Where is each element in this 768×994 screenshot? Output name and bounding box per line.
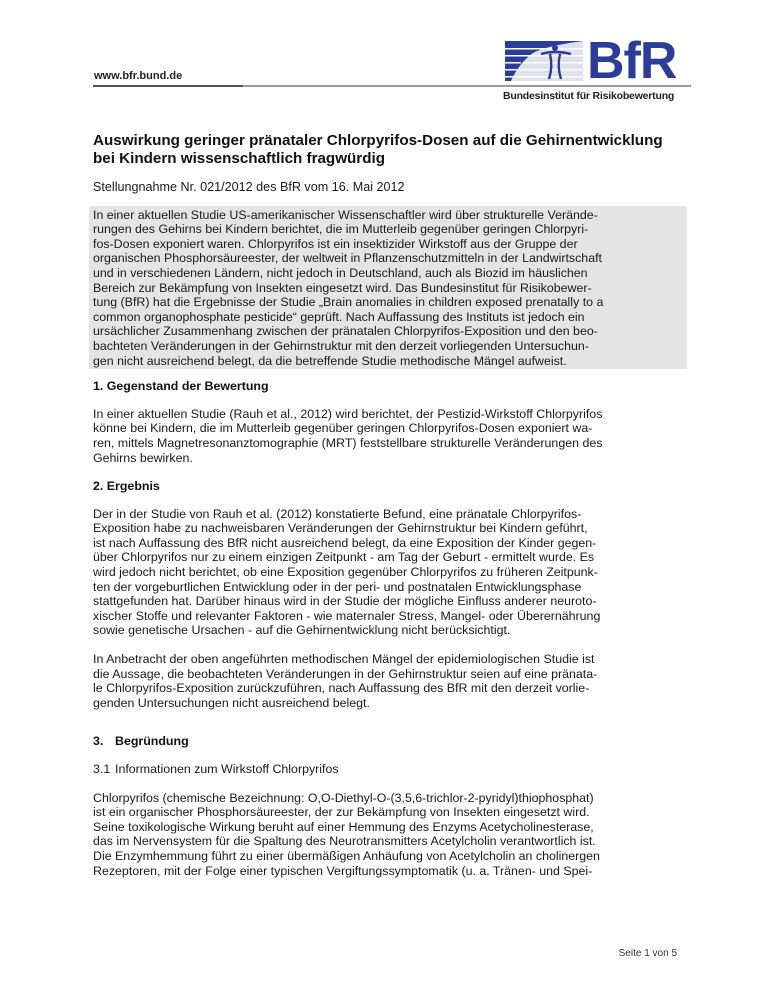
bfr-logo: [505, 32, 693, 90]
text-line: le Chlorpyrifos-Exposition zurückzuführen, nach Auffassung des BfR mit den derzeit vorlie-: [93, 681, 590, 696]
text-line: sowie genetische Ursachen - auf die Gehirnentwicklung nicht berücksichtigt.: [93, 623, 511, 638]
logo-wordmark: BfR: [587, 32, 677, 90]
section-number: 3.: [93, 734, 104, 749]
subsection-title: Informationen zum Wirkstoff Chlorpyrifos: [115, 762, 339, 776]
section-title: Begründung: [115, 734, 189, 749]
text-line: ursächlicher Zusammenhang zwischen der pränatalen Chlorpyrifos-Exposition und den beo-: [93, 324, 598, 339]
section2-paragraph-1: [93, 507, 693, 638]
text-line: die Aussage, die beobachteten Veränderungen in der Gehirnstruktur seien auf eine pränata-: [93, 666, 598, 681]
text-line: xischer Stoffe und relevanter Faktoren - wie maternaler Stress, Mangel- oder Überernährung: [93, 608, 601, 623]
text-line: In einer aktuellen Studie (Rauh et al., 2012) wird berichtet, der Pestizid-Wirkstoff Chlorpyrifos: [93, 406, 603, 421]
statement-reference: Stellungnahme Nr. 021/2012 des BfR vom 16. Mai 2012: [93, 180, 405, 194]
section2-paragraph-2: [93, 652, 693, 710]
abstract-text: [93, 208, 683, 369]
text-line: Seine toxikologische Wirkung beruht auf einer Hemmung des Enzyms Acetycholinesterase,: [93, 819, 594, 834]
section-heading-1: 1. Gegenstand der Bewertung: [93, 379, 269, 394]
text-line: ist nach Auffassung des BfR nicht ausreichend belegt, da eine Exposition der Kinder gegen-: [93, 535, 597, 550]
section-heading-3: [93, 734, 693, 749]
text-line: Die Enzymhemmung führt zu einer übermäßigen Anhäufung von Acetylcholin an cholinergen: [93, 848, 600, 863]
text-line: und in verschiedenen Ländern, nicht jedoch in Deutschland, auch als Biozid im häuslichen: [93, 265, 588, 280]
abstract-box: [89, 206, 687, 370]
text-line: Der in der Studie von Rauh et al. (2012) konstatierte Befund, eine pränatale Chlorpyrifos-: [93, 506, 582, 521]
text-line: wird jedoch nicht berichtet, ob eine Exposition gegenüber Chlorpyrifos zu früheren Zeitpunk-: [93, 565, 598, 580]
text-line: ist ein organischer Phosphorsäureester, der zur Bekämpfung von Insekten eingesetzt wird.: [93, 805, 590, 820]
section-heading-2: 2. Ergebnis: [93, 479, 160, 494]
text-line: Chlorpyrifos (chemische Bezeichnung: O,O-Diethyl-O-(3,5,6-trichlor-2-pyridyl)thiophosphat): [93, 790, 594, 805]
website-url[interactable]: www.bfr.bund.de: [94, 70, 183, 82]
text-line: gen nicht ausreichend belegt, da die betreffende Studie methodische Mängel aufweist.: [93, 353, 567, 368]
text-line: common organophosphate pesticide“ geprüft. Nach Auffassung des Instituts ist jedoch ein: [93, 309, 585, 324]
text-line: das im Nervensystem für die Spaltung des Neurotransmitters Acetylcholin verantwortlich ist.: [93, 834, 596, 849]
text-line: tung (BfR) hat die Ergebnisse der Studie „Brain anomalies in children exposed prenatally to a: [93, 295, 604, 310]
text-line: genden Untersuchungen nicht ausreichend belegt.: [93, 695, 370, 710]
subsection-heading-3-1: [93, 762, 693, 777]
document-title: [93, 132, 693, 168]
text-line: ten der vorgeburtlichen Entwicklung oder in der peri- und postnatalen Entwicklungsphase: [93, 579, 582, 594]
text-line: In Anbetracht der oben angeführten methodischen Mängel der epidemiologischen Studie ist: [93, 652, 595, 667]
section1-paragraph: [93, 407, 693, 465]
title-line: Auswirkung geringer pränataler Chlorpyrifos-Dosen auf die Gehirnentwicklung: [93, 132, 663, 149]
page-number: Seite 1 von 5: [618, 948, 677, 959]
subsection-number: 3.1: [93, 762, 111, 776]
text-line: organischen Phosphorsäureester, der weltweit in Pflanzenschutzmitteln in der Landwirtschaft: [93, 251, 602, 266]
text-line: Rezeptoren, mit der Folge einer typischen Vergiftungssymptomatik (u. a. Tränen- und Spei-: [93, 863, 593, 878]
text-line: könne bei Kindern, die im Mutterleib gegenüber geringen Chlorpyrifos-Dosen exponiert wa-: [93, 421, 593, 436]
text-line: Gehirns bewirken.: [93, 450, 193, 465]
text-line: ren, mittels Magnetresonanztomographie (MRT) feststellbare strukturelle Veränderungen des: [93, 435, 603, 450]
institute-name: Bundesinstitut für Risikobewertung: [503, 90, 675, 102]
document-body: [93, 132, 693, 892]
text-line: über Chlorpyrifos nur zu einem einzigen Zeitpunkt - am Tag der Geburt - ermittelt wurde. Es: [93, 550, 595, 565]
bfr-logo-mark-icon: [505, 41, 583, 81]
title-line: bei Kindern wissenschaftlich fragwürdig: [93, 150, 385, 167]
text-line: bachteten Veränderungen in der Gehirnstruktur mit den derzeit vorliegenden Untersuchun-: [93, 338, 589, 353]
section3-paragraph: [93, 791, 693, 879]
text-line: fos-Dosen exponiert waren. Chlorpyrifos ist ein insektizider Wirkstoff aus der Gruppe der: [93, 236, 578, 251]
text-line: Bereich zur Bekämpfung von Insekten eingesetzt wird. Das Bundesinstitut für Risikobewer-: [93, 280, 592, 295]
text-line: In einer aktuellen Studie US-amerikanischer Wissenschaftler wird über strukturelle Verände-: [93, 207, 598, 222]
text-line: Exposition habe zu nachweisbaren Veränderungen der Gehirnstruktur bei Kindern geführt,: [93, 521, 588, 536]
text-line: rungen des Gehirns bei Kindern berichtet, die im Mutterleib gegenüber geringen Chlorpyri-: [93, 222, 589, 237]
text-line: stattgefunden hat. Darüber hinaus wird in der Studie der mögliche Einfluss anderer neuroto-: [93, 594, 597, 609]
